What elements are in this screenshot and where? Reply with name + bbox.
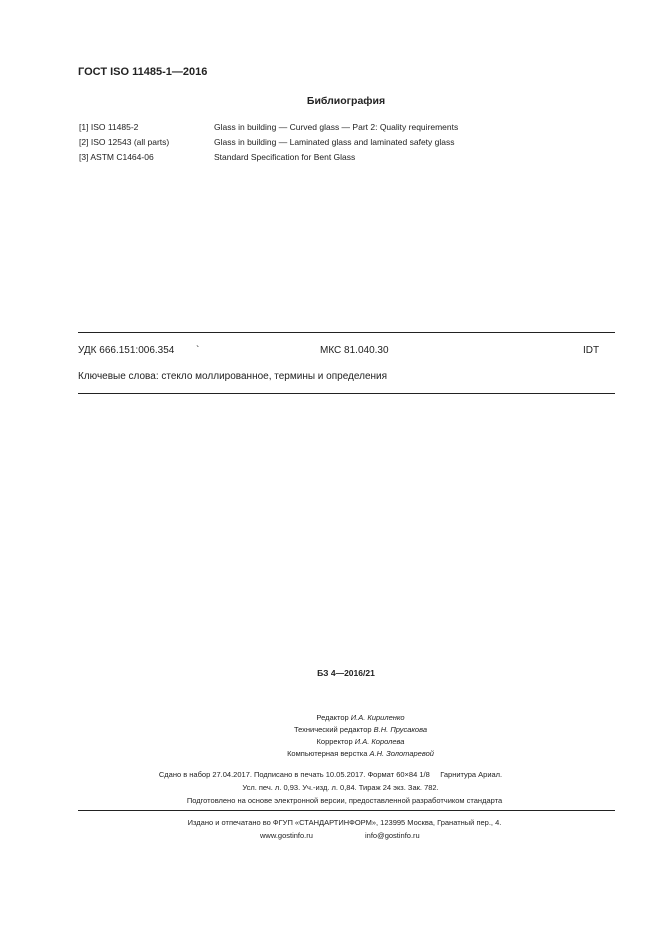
imprint-line: Усл. печ. л. 0,93. Уч.-изд. л. 0,84. Тираж 24 экз. Зак. 782.: [242, 783, 439, 792]
credit-line: Технический редактор В.Н. Прусакова: [293, 725, 428, 734]
reference-item: [1] ISO 11485-2 Glass in building — Curved glass — Part 2: Quality requirements: [79, 122, 459, 132]
credit-line: Компьютерная верстка А.Н. Золотаревой: [287, 749, 434, 758]
keywords: Ключевые слова: стекло моллированное, термины и определения: [78, 371, 388, 382]
imprint-line: Сдано в набор 27.04.2017. Подписано в печать 10.05.2017. Формат 60×84 1/8 Гарнитура Ариал.: [158, 770, 503, 779]
divider: [78, 393, 615, 394]
publisher-line: Издано и отпечатано во ФГУП «СТАНДАРТИНФОРМ», 123995 Москва, Гранатный пер., 4.: [187, 818, 502, 827]
idt-label: IDT: [583, 345, 600, 356]
credit-line: Корректор И.А. Королева: [316, 737, 405, 746]
mks-code: МКС 81.040.30: [320, 345, 389, 356]
email-link[interactable]: info@gostinfo.ru: [365, 831, 420, 840]
udk-code: УДК 666.151:006.354: [78, 345, 175, 356]
reference-item: [3] ASTM C1464-06 Standard Specification for Bent Glass: [79, 152, 356, 162]
divider: [78, 810, 615, 811]
imprint-line: Подготовлено на основе электронной версии, предоставленной разработчиком стандарта: [186, 796, 503, 805]
bz-number: БЗ 4—2016/21: [317, 668, 375, 678]
website-link[interactable]: www.gostinfo.ru: [260, 831, 313, 840]
credit-line: Редактор И.А. Кириленко: [316, 713, 405, 722]
divider: [78, 332, 615, 333]
document-header: ГОСТ ISO 11485-1—2016: [78, 66, 208, 78]
section-title: Библиография: [306, 95, 386, 107]
reference-item: [2] ISO 12543 (all parts) Glass in building — Laminated glass and laminated safety glass: [79, 137, 455, 147]
tick-mark: `: [196, 345, 200, 356]
format-fraction: 1/8: [419, 770, 430, 779]
